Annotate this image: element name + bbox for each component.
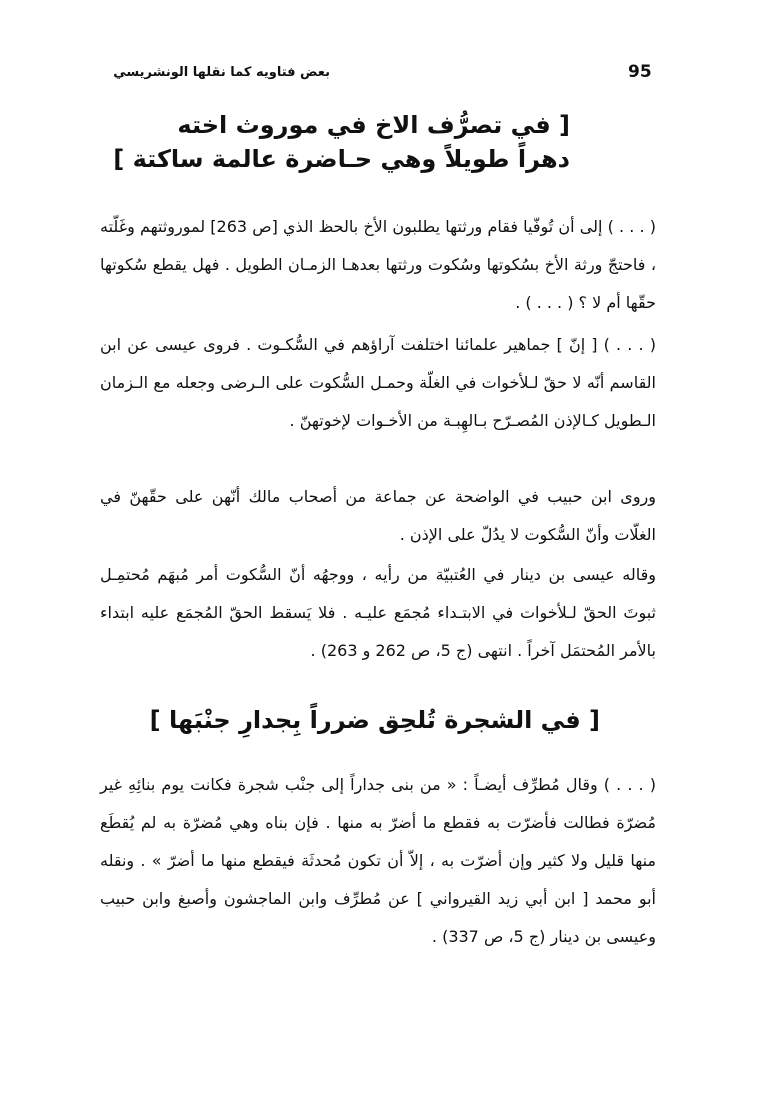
- paragraph-5: ( . . . ) وقال مُطرِّف أيضـاً : « من بنى جداراً إلى جنْب شجرة فكانت يوم بنائِهِ غير مُضرّة فطالت فأضرّت به فقطع ما أضرّ به منها . فإن بناه وهي مُضرّة به لم يُقطَع منها قليل ولا كثير وإن أضرّت به ، إلاّ أن تكون مُحدثَة فيقطع منها ما أضرّ » . ونقله أبو محمد [ ابن أبي زيد القيرواني ] عن مُطرِّف وابن الماجشون وأصبغ وابن حبيب وعيسى بن دينار (ج 5، ص 337) .: [100, 775, 656, 946]
- paragraph-1: ( . . . ) إلى أن تُوفّيا فقام ورثتها يطلبون الأخ بالحظ الذي [ص 263] لموروثتهم وغَلّته ، فاحتجّ ورثة الأخ بسُكوتها وسُكوت ورثتها بعدهـا الزمـان الطويل . فهل يقطع سُكوتها حقّها أم لا ؟ ( . . . ) .: [100, 217, 657, 312]
- paragraph-3: وروى ابن حبيب في الواضحة عن جماعة من أصحاب مالك أنّهن على حقّهنّ في الغلّات وأنّ السُّكوت لا يدُلّ على الإذن .: [100, 487, 656, 544]
- paragraph-4: وقاله عيسى بن دينار في العُتبيّة من رأيه ، ووجهُه أنّ السُّكوت أمر مُبهَم مُحتمِـل ثبوتَ الحقّ لـلأخوات في الابتـداء مُجمَع عليـه . فلا يَسقط الحقّ المُجمَع عليه ابتداء بالأمر المُحتمَل آخراً . انتهى (ج 5، ص 262 و 263) .: [100, 565, 656, 660]
- section-title-2: [ في الشجرة تُلحِق ضرراً بِجدارِ جنْبَها ]: [149, 706, 600, 734]
- paragraph-2: ( . . . ) [ إنّ ] جماهير علمائنا اختلفت آراؤهم في السُّكـوت . فروى عيسى عن ابن القاسم أنّه لا حقّ لـلأخوات في الغلّة وحمـل السُّكوت على الـرضى وجعله مع الـزمان الـطويل كـالإذن المُصـرّح بـالهِبـة من الأخـوات لإخوتهنّ .: [100, 335, 656, 430]
- section-title-line-1: [ في تصرُّف الاخ في موروث اخته: [177, 111, 570, 139]
- section-title-line-2: دهراً طويلاً وهي حـاضرة عالمة ساكتة ]: [113, 145, 570, 173]
- page-number: 95: [628, 62, 652, 82]
- running-header: بعض فتاويه كما نقلها الونشريسي: [113, 65, 330, 80]
